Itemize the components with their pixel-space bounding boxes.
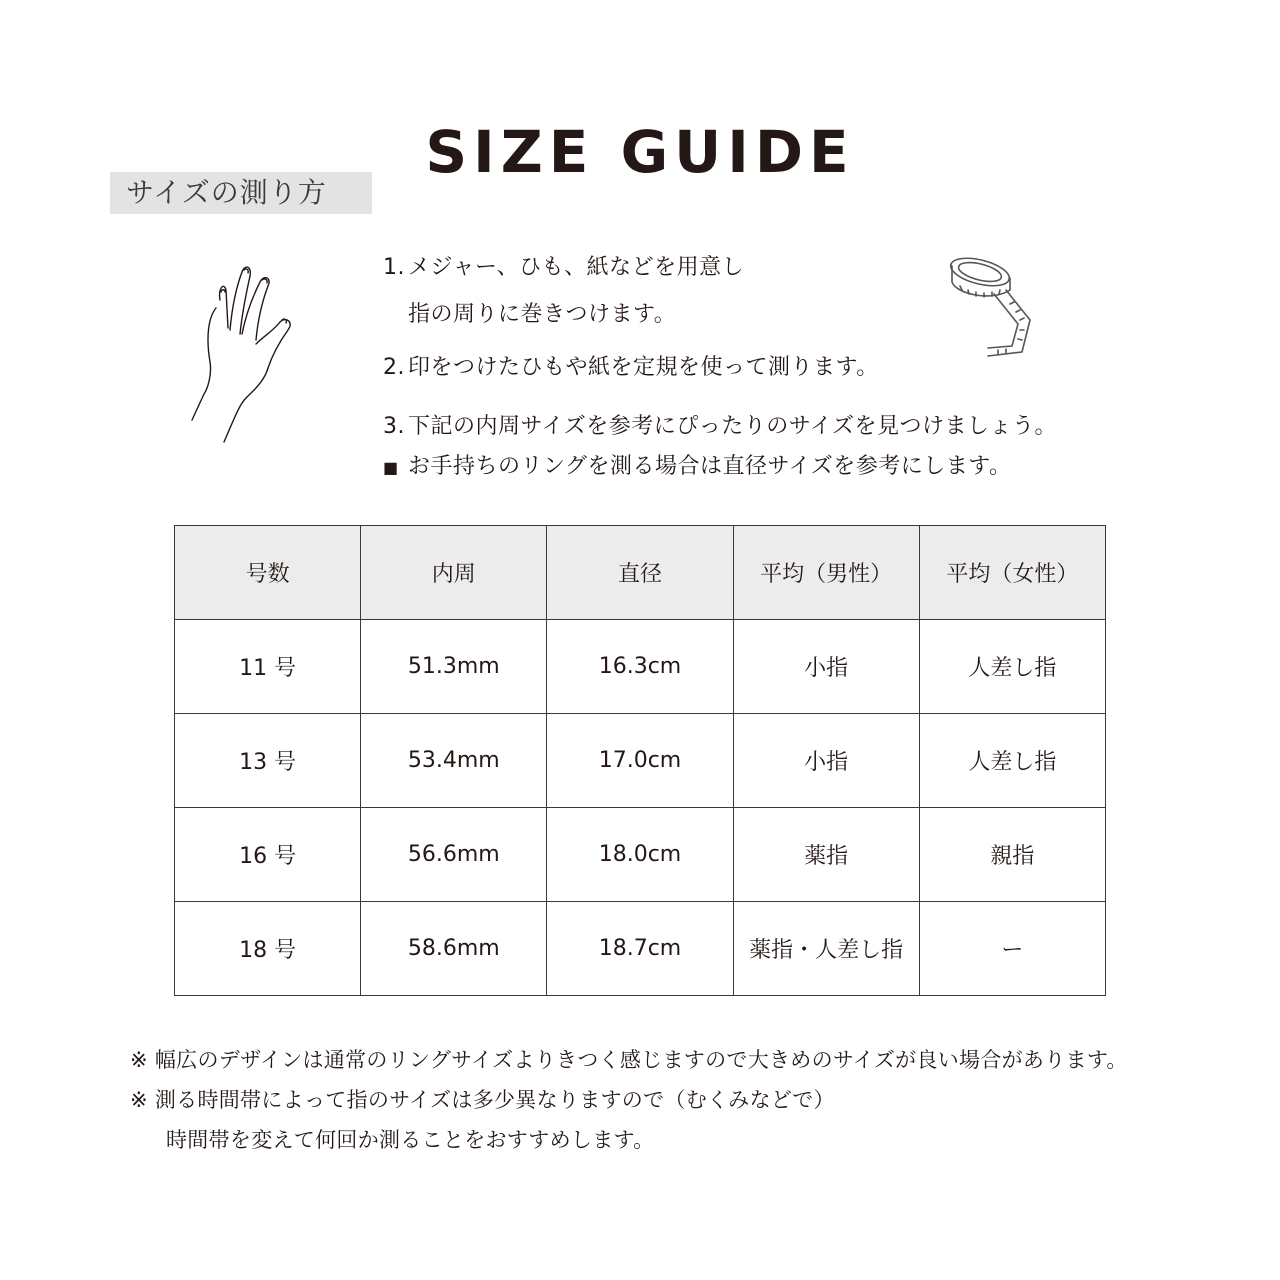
cell-female: 人差し指 [919, 714, 1105, 808]
cell-size: 13 号 [175, 714, 361, 808]
step-2-number: 2. [383, 355, 405, 380]
step-1-number: 1. [383, 255, 405, 280]
size-table [174, 525, 1106, 996]
cell-diameter: 16.3cm [547, 620, 733, 714]
cell-diameter: 18.0cm [547, 808, 733, 902]
square-bullet-icon: ■ [383, 458, 399, 477]
cell-male: 薬指 [733, 808, 919, 902]
note-time-of-day: ※ 測る時間帯によって指のサイズは多少異なりますので（むくみなどで） [130, 1088, 835, 1112]
step-3-text: 下記の内周サイズを参考にぴったりのサイズを見つけましょう。 [408, 414, 1057, 439]
header-inner-circumference: 内周 [361, 526, 547, 620]
measuring-tape-icon [940, 250, 1040, 365]
cell-inner: 56.6mm [361, 808, 547, 902]
table-row [175, 714, 1106, 808]
cell-inner: 51.3mm [361, 620, 547, 714]
step-1 [383, 250, 744, 328]
step-3-number: 3. [383, 414, 405, 439]
cell-male: 小指 [733, 714, 919, 808]
step-2 [383, 350, 879, 381]
cell-male: 小指 [733, 620, 919, 714]
note-wide-design: ※ 幅広のデザインは通常のリングサイズよりきつく感じますので大きめのサイズが良い場合があります。 [130, 1048, 1128, 1072]
cell-female: 親指 [919, 808, 1105, 902]
cell-size: 18 号 [175, 902, 361, 996]
section-label-how-to-measure: サイズの測り方 [110, 172, 372, 214]
table-header-row [175, 526, 1106, 620]
step-1-text: メジャー、ひも、紙などを用意し [408, 255, 745, 280]
hand-icon [180, 258, 310, 448]
step-3 [383, 409, 1057, 440]
header-size-number: 号数 [175, 526, 361, 620]
header-diameter: 直径 [547, 526, 733, 620]
step-2-text: 印をつけたひもや紙を定規を使って測ります。 [408, 355, 879, 380]
table-row [175, 620, 1106, 714]
table-row [175, 808, 1106, 902]
cell-size: 16 号 [175, 808, 361, 902]
step-1-text-continued: 指の周りに巻きつけます。 [408, 302, 677, 327]
step-note [383, 449, 1012, 480]
table-row [175, 902, 1106, 996]
page-title: SIZE GUIDE [425, 118, 855, 186]
note-time-of-day-continued: 時間帯を変えて何回か測ることをおすすめします。 [166, 1128, 655, 1152]
cell-diameter: 18.7cm [547, 902, 733, 996]
header-average-female: 平均（女性） [919, 526, 1105, 620]
cell-inner: 58.6mm [361, 902, 547, 996]
cell-female: ー [919, 902, 1105, 996]
cell-inner: 53.4mm [361, 714, 547, 808]
cell-size: 11 号 [175, 620, 361, 714]
cell-male: 薬指・人差し指 [733, 902, 919, 996]
cell-female: 人差し指 [919, 620, 1105, 714]
header-average-male: 平均（男性） [733, 526, 919, 620]
cell-diameter: 17.0cm [547, 714, 733, 808]
step-note-text: お手持ちのリングを測る場合は直径サイズを参考にします。 [408, 454, 1012, 479]
